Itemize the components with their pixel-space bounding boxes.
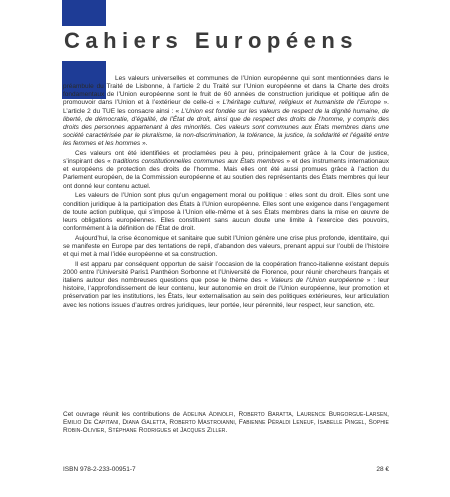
text-span: ». L’article 2 du TUE les consacre ainsi : « — [63, 99, 389, 115]
paragraph-3: Les valeurs de l’Union sont plus qu’un engagement moral ou politique : elles sont du droit. Elles sont une condition juridique à la participation des États à l’Union européenne. Elles sont une exigence dans l’engagement de toute action publique, qui s’impose à l’Union elle-même et à ses États membres dans la mise en œuvre de leurs obligations européennes. Elles constituent sans aucun doute une limite à l’exercice des pouvoirs, conformément à la définition de l’État de droit. — [63, 192, 389, 232]
text-span-italic: L’héritage culturel, religieux et humaniste de l’Europe — [222, 99, 381, 107]
paragraph-5 — [63, 261, 389, 310]
text-span: Ces valeurs ont été identifiées et proclamées peu à peu, principalement grâce à la Cour de justice, s’inspirant des « — [63, 150, 389, 166]
paragraph-1 — [63, 75, 389, 148]
isbn: ISBN 978-2-233-00951-7 — [63, 466, 136, 473]
text-span: ». — [140, 140, 148, 148]
paragraph-4: Aujourd’hui, la crise économique et sanitaire que subit l’Union génère une crise plus profonde, identitaire, qui se manifeste en Europe par des tentations de repli, d’abandon des valeurs, prenant appui sur l’oubli de l’histoire et qui met à mal l’idée européenne et sa construction. — [63, 234, 389, 259]
paragraph-2 — [63, 150, 389, 191]
text-span: Il est apparu par conséquent opportun de saisir l’occasion de la coopération franco-italienne existant depuis 2000 entre l’Université Paris1 Panthéon Sorbonne et l’Université de Florence, pour réunir chercheurs français et italiens autour des nombreuses questions que pose le thème des « — [63, 260, 389, 285]
contributors-intro: Cet ouvrage réunit les contributions de — [63, 411, 183, 418]
series-title: Cahiers Européens — [64, 28, 359, 53]
text-span-italic: Valeurs de l’Union européenne — [271, 277, 364, 285]
text-span: » et des instruments internationaux et européens de protection des droits de l’homme. Mais elles ont été aussi promues grâce à l’action du Parlement européen, de la Commission européenne et au soutien des représentants des États membres qui leur ont donné leur contenu actuel. — [63, 158, 389, 190]
contributors-paragraph — [63, 411, 389, 435]
contributors-end: . — [225, 427, 228, 435]
contributor-last-name: Jacques Ziller — [180, 427, 226, 435]
top-color-block — [62, 0, 106, 26]
text-span: » : leur histoire, l’approfondissement de leur contenu, leur autonomie en droit de l’Union européenne, leur promotion et préservation par les institutions, les États, leur externalisation au sein des politiques extérieures, leur articulation avec les notions issues d’autres ordres juridiques, leur portée, leur pérennité, leur respect, leur sanction, etc. — [63, 277, 389, 309]
contributor-names: Adelina Adinolfi, Roberto Baratta, Laurence Burgorgue-Larsen, Emilio De Capitani, Diana Galetta, Roberto Mastroianni, Fabienne Péraldi Leneuf, Isabelle Pingel, Sophie Robin-Olivier, Stéphane Rodrigues — [63, 411, 389, 435]
contributors-conjunction: et — [171, 427, 181, 435]
text-span-italic: traditions constitutionnelles communes aux États membres — [112, 158, 285, 166]
back-cover-text — [63, 75, 389, 311]
price: 28 € — [376, 466, 389, 473]
text-span-italic: L’Union est fondée sur les valeurs de respect de la dignité humaine, de liberté, de démocratie, d’égalité, de l’État de droit, ainsi que de respect des droits de l’homme, y compris des droits des personnes appartenant à des minorités. Ces valeurs sont communes aux États membres dans une société caractérisée par le pluralisme, la non-discrimination, la tolérance, la justice, la solidarité et l’égalité entre les femmes et les hommes — [63, 107, 389, 148]
text-span: Les valeurs universelles et communes de l’Union européenne qui sont mentionnées dans le préambule du Traité de Lisbonne, à l’article 2 du Traité sur l’Union européenne et dans la Charte des droits fondamentaux de l’Union européenne sont le fruit de 60 années de construction juridique et politique afin de promouvoir dans l’Union et à l’extérieur de celle-ci « — [63, 75, 389, 107]
